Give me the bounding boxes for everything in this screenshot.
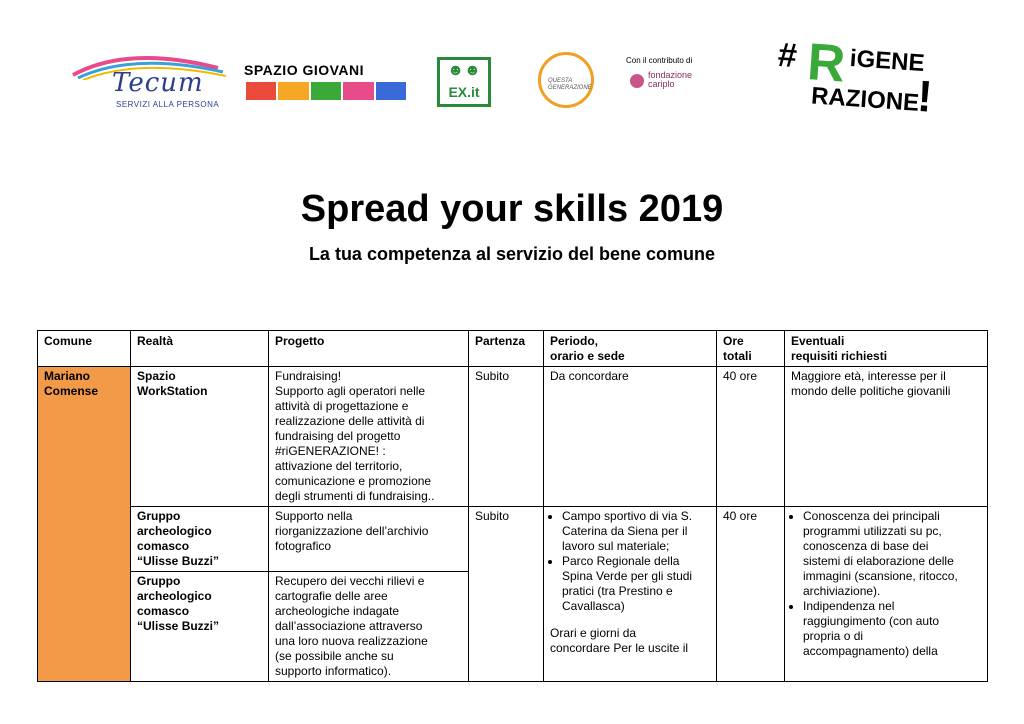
- cell-progetto: Supporto nella riorganizzazione dell’archivio fotografico: [269, 507, 469, 572]
- cell-comune: Mariano Comense: [38, 367, 131, 682]
- table-row: [38, 507, 988, 572]
- questa-generazione-logo: [530, 50, 605, 112]
- header-requisiti: Eventuali requisiti richiesti: [785, 331, 988, 367]
- header-periodo: Periodo, orario e sede: [544, 331, 717, 367]
- list-item: • Parco Regionale della Spina Verde per gli studi pratici (tra Prestino e Cavallasca): [562, 554, 710, 614]
- cariplo-logo: [626, 56, 718, 96]
- page-subtitle: La tua competenza al servizio del bene comune: [308, 244, 716, 264]
- cell-realta: Gruppo archeologico comasco “Ulisse Buzzi”: [131, 507, 269, 572]
- cell-partenza: Subito: [469, 367, 544, 507]
- list-item: • Indipendenza nel raggiungimento (con auto propria o di accompagnamento) della: [803, 599, 981, 659]
- tecum-name: Tecum: [112, 68, 204, 98]
- cell-periodo: Da concordare: [544, 367, 717, 507]
- header-progetto: Progetto: [269, 331, 469, 367]
- list-item: • Campo sportivo di via S. Caterina da Siena per il lavoro sul materiale;: [562, 509, 710, 554]
- people-icon: ☻☻: [447, 62, 481, 79]
- list-item: • Conoscenza dei principali programmi utilizzati su pc, conoscenza di base dei sistemi di elaborazione delle immagini (scansione, ritocco, archiviazione).: [803, 509, 981, 599]
- questa-generazione-name: QUESTA GENERAZIONE: [548, 78, 592, 91]
- header-partenza: Partenza: [469, 331, 544, 367]
- cell-progetto: Recupero dei vecchi rilievi e cartografie delle aree archeologiche indagate dall’associazione attraverso una loro nuova realizzazione (se possibile anche su supporto informatico).: [269, 572, 469, 682]
- header-comune: Comune: [38, 331, 131, 367]
- skills-table: [37, 330, 988, 682]
- page-title: Spread your skills 2019: [300, 188, 724, 230]
- cell-partenza: Subito: [469, 507, 544, 682]
- cell-requisiti: [785, 507, 988, 682]
- table-row: [38, 367, 988, 507]
- cariplo-note: Con il contributo di: [626, 56, 693, 65]
- rigenerazione-logo: [773, 34, 955, 140]
- cell-requisiti: Maggiore età, interesse per il mondo delle politiche giovanili: [785, 367, 988, 507]
- cariplo-mark-icon: [630, 74, 644, 88]
- periodo-note: Orari e giorni da concordare Per le uscite il: [550, 626, 689, 655]
- cell-ore: 40 ore: [717, 507, 785, 682]
- cell-periodo: [544, 507, 717, 682]
- spazio-giovani-color-strip: [246, 82, 406, 100]
- rigen-line1: iGENE: [849, 44, 926, 78]
- rigen-line2: RAZIONE: [810, 82, 920, 117]
- spazio-giovani-logo: [244, 62, 409, 104]
- header-realta: Realtà: [131, 331, 269, 367]
- cell-ore: 40 ore: [717, 367, 785, 507]
- exit-logo: [437, 57, 491, 107]
- rigen-r: R: [805, 33, 848, 94]
- cell-realta: Spazio WorkStation: [131, 367, 269, 507]
- requisiti-list: [791, 509, 981, 659]
- rigen-bang: !: [915, 71, 934, 122]
- tecum-tagline: SERVIZI ALLA PERSONA: [116, 100, 220, 109]
- cell-progetto: Fundraising! Supporto agli operatori nelle attività di progettazione e realizzazione delle attività di fundraising del progetto #riGENERAZIONE! : attivazione del territorio, comunicazione e promozione degli strumenti di fundraising..: [269, 367, 469, 507]
- cariplo-name: fondazione cariplo: [648, 70, 693, 89]
- periodo-list: [550, 509, 710, 614]
- exit-name: EX.it: [448, 84, 480, 100]
- tecum-logo: [68, 50, 228, 116]
- spazio-giovani-name: SPAZIO GIOVANI: [244, 62, 365, 78]
- cell-realta: Gruppo archeologico comasco “Ulisse Buzzi”: [131, 572, 269, 682]
- table-header-row: [38, 331, 988, 367]
- rigen-hash: #: [776, 35, 799, 76]
- header-ore: Ore totali: [717, 331, 785, 367]
